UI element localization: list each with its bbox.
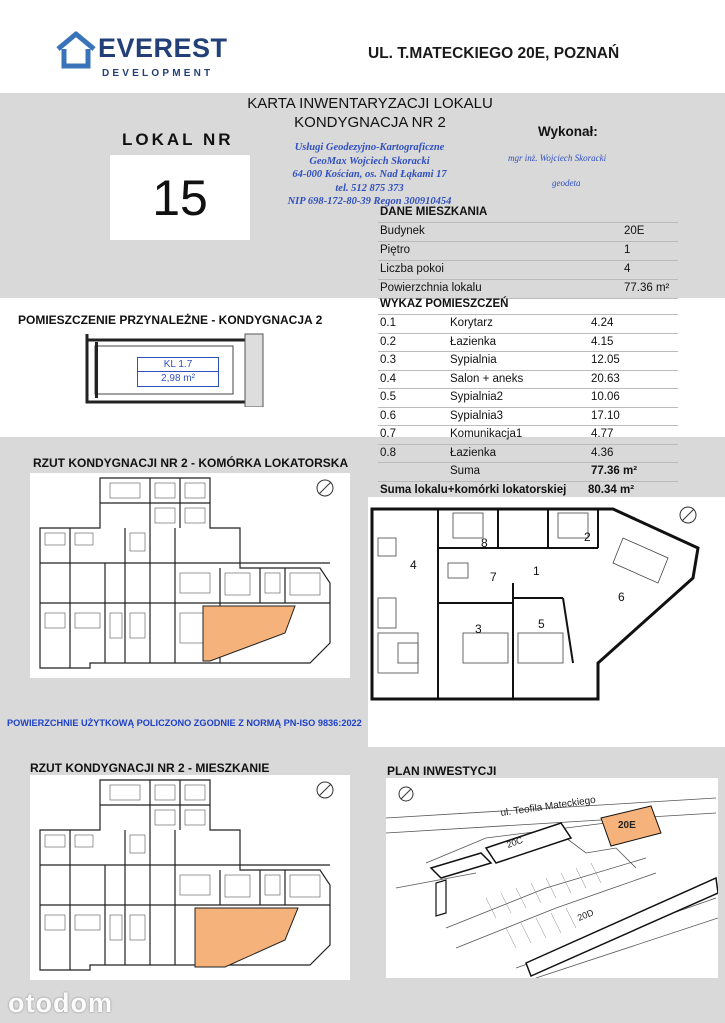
surveyor-line2: GeoMax Wojciech Skoracki <box>309 155 430 167</box>
wykaz-heading: WYKAZ POMIESZCZEŃ <box>380 298 509 310</box>
building-20d: 20D <box>576 907 596 923</box>
building-20c: 20C <box>505 834 525 850</box>
wykonal-name: mgr inż. Wojciech Skoracki <box>508 153 607 163</box>
room-row <box>378 444 678 463</box>
suma2-row <box>378 481 678 500</box>
kl-area: 2,98 m² <box>138 371 218 385</box>
surveyor-line3: 64-000 Kościan, os. Nad Łąkami 17 <box>292 169 447 180</box>
building-20e: 20E <box>618 820 636 831</box>
dane-row <box>378 279 678 299</box>
fp-label-6: 6 <box>618 590 625 604</box>
kl-box <box>137 357 219 387</box>
room-area: 12.05 <box>591 354 620 366</box>
dane-heading: DANE MIESZKANIA <box>380 206 488 218</box>
surveyor-line5: NIP 698-172-80-39 Regon 300910454 <box>287 196 452 207</box>
suma2-label: Suma lokalu+komórki lokatorskiej <box>380 483 567 496</box>
room-area: 4.24 <box>591 317 614 329</box>
room-name: Sypialnia <box>450 354 497 366</box>
lokal-number: 15 <box>152 170 208 226</box>
room-row <box>378 425 678 444</box>
rooms-table <box>378 314 678 499</box>
room-area: 4.36 <box>591 446 614 459</box>
dane-label: Liczba pokoi <box>380 263 444 275</box>
brand-sub: DEVELOPMENT <box>102 68 214 79</box>
wykonal-title: geodeta <box>552 178 581 188</box>
brand-name: EVEREST <box>98 33 228 63</box>
room-area: 17.10 <box>591 409 620 422</box>
dane-row <box>378 222 678 241</box>
room-no: 0.7 <box>380 428 396 440</box>
street-label: ul. Teofila Mateckiego <box>499 794 597 819</box>
suma-label: Suma <box>450 465 481 477</box>
rzut1-heading: RZUT KONDYGNACJI NR 2 - KOMÓRKA LOKATORSKA <box>33 456 349 470</box>
room-name: Salon + aneks <box>450 372 524 385</box>
dane-row <box>378 241 678 260</box>
room-row <box>378 333 678 352</box>
room-name: Komunikacja1 <box>450 428 523 440</box>
lokal-label: LOKAL NR <box>122 130 234 149</box>
dane-label: Budynek <box>380 225 425 237</box>
fp-label-3: 3 <box>475 622 482 636</box>
room-row <box>378 388 678 407</box>
room-no: 0.8 <box>380 446 396 459</box>
dane-value: 20E <box>624 225 645 237</box>
room-name: Łazienka <box>450 446 497 459</box>
room-area: 20.63 <box>591 372 620 385</box>
surveyor-line1: Usługi Geodezyjno-Kartograficzne <box>294 142 445 153</box>
house-logo-icon <box>55 30 97 70</box>
dane-value: 1 <box>624 244 631 256</box>
room-area: 4.77 <box>591 428 614 440</box>
surveyor-line4: tel. 512 875 373 <box>335 182 404 194</box>
fp-label-8: 8 <box>481 536 488 550</box>
surveyor-info <box>262 141 477 209</box>
dane-value: 4 <box>624 263 631 275</box>
title-line1: KARTA INWENTARYZACJI LOKALU <box>247 95 493 112</box>
fp-label-4: 4 <box>410 558 417 572</box>
room-no: 0.1 <box>380 317 396 329</box>
investment-map <box>386 778 718 978</box>
fp-label-2: 2 <box>584 530 591 544</box>
room-area: 4.15 <box>591 335 614 348</box>
title-line2: KONDYGNACJA NR 2 <box>294 114 446 131</box>
room-no: 0.6 <box>380 409 396 422</box>
pomieszczenie-heading: POMIESZCZENIE PRZYNALEŻNE - KONDYGNACJA 2 <box>18 313 323 327</box>
room-name: Sypialnia2 <box>450 391 504 403</box>
room-row <box>378 314 678 333</box>
lokal-number-box <box>110 155 250 240</box>
suma-row <box>378 462 678 481</box>
apartment-floorplan <box>368 503 725 705</box>
dane-value: 77.36 m² <box>624 282 670 294</box>
rzut2-heading: RZUT KONDYGNACJI NR 2 - MIESZKANIE <box>30 761 270 775</box>
room-no: 0.2 <box>380 335 396 348</box>
fp-label-5: 5 <box>538 617 545 631</box>
fp-label-7: 7 <box>490 570 497 584</box>
suma2-value: 80.34 m² <box>588 483 635 496</box>
address: UL. T.MATECKIEGO 20E, POZNAŃ <box>368 45 620 62</box>
dane-table <box>378 222 678 299</box>
building-plan-storage <box>30 473 350 678</box>
dane-label: Piętro <box>380 244 411 256</box>
wykonal-label: Wykonał: <box>538 124 598 139</box>
fp-label-1: 1 <box>533 564 540 578</box>
dane-label: Powierzchnia lokalu <box>380 282 482 294</box>
room-no: 0.3 <box>380 354 396 366</box>
building-plan-apartment <box>30 775 350 980</box>
room-no: 0.4 <box>380 372 396 385</box>
room-name: Sypialnia3 <box>450 409 504 422</box>
plan-heading: PLAN INWESTYCJI <box>387 764 497 778</box>
room-area: 10.06 <box>591 391 620 403</box>
watermark: otodom <box>8 988 113 1018</box>
room-row <box>378 351 678 370</box>
kl-label: KL 1.7 <box>163 359 193 370</box>
room-name: Korytarz <box>450 317 493 329</box>
room-name: Łazienka <box>450 335 497 348</box>
dane-row <box>378 260 678 279</box>
room-row <box>378 370 678 389</box>
norm-note: POWIERZCHNIE UŻYTKOWĄ POLICZONO ZGODNIE Z NORMĄ PN-ISO 9836:2022 <box>7 718 362 728</box>
room-row <box>378 407 678 426</box>
room-no: 0.5 <box>380 391 396 403</box>
suma-value: 77.36 m² <box>591 465 638 477</box>
